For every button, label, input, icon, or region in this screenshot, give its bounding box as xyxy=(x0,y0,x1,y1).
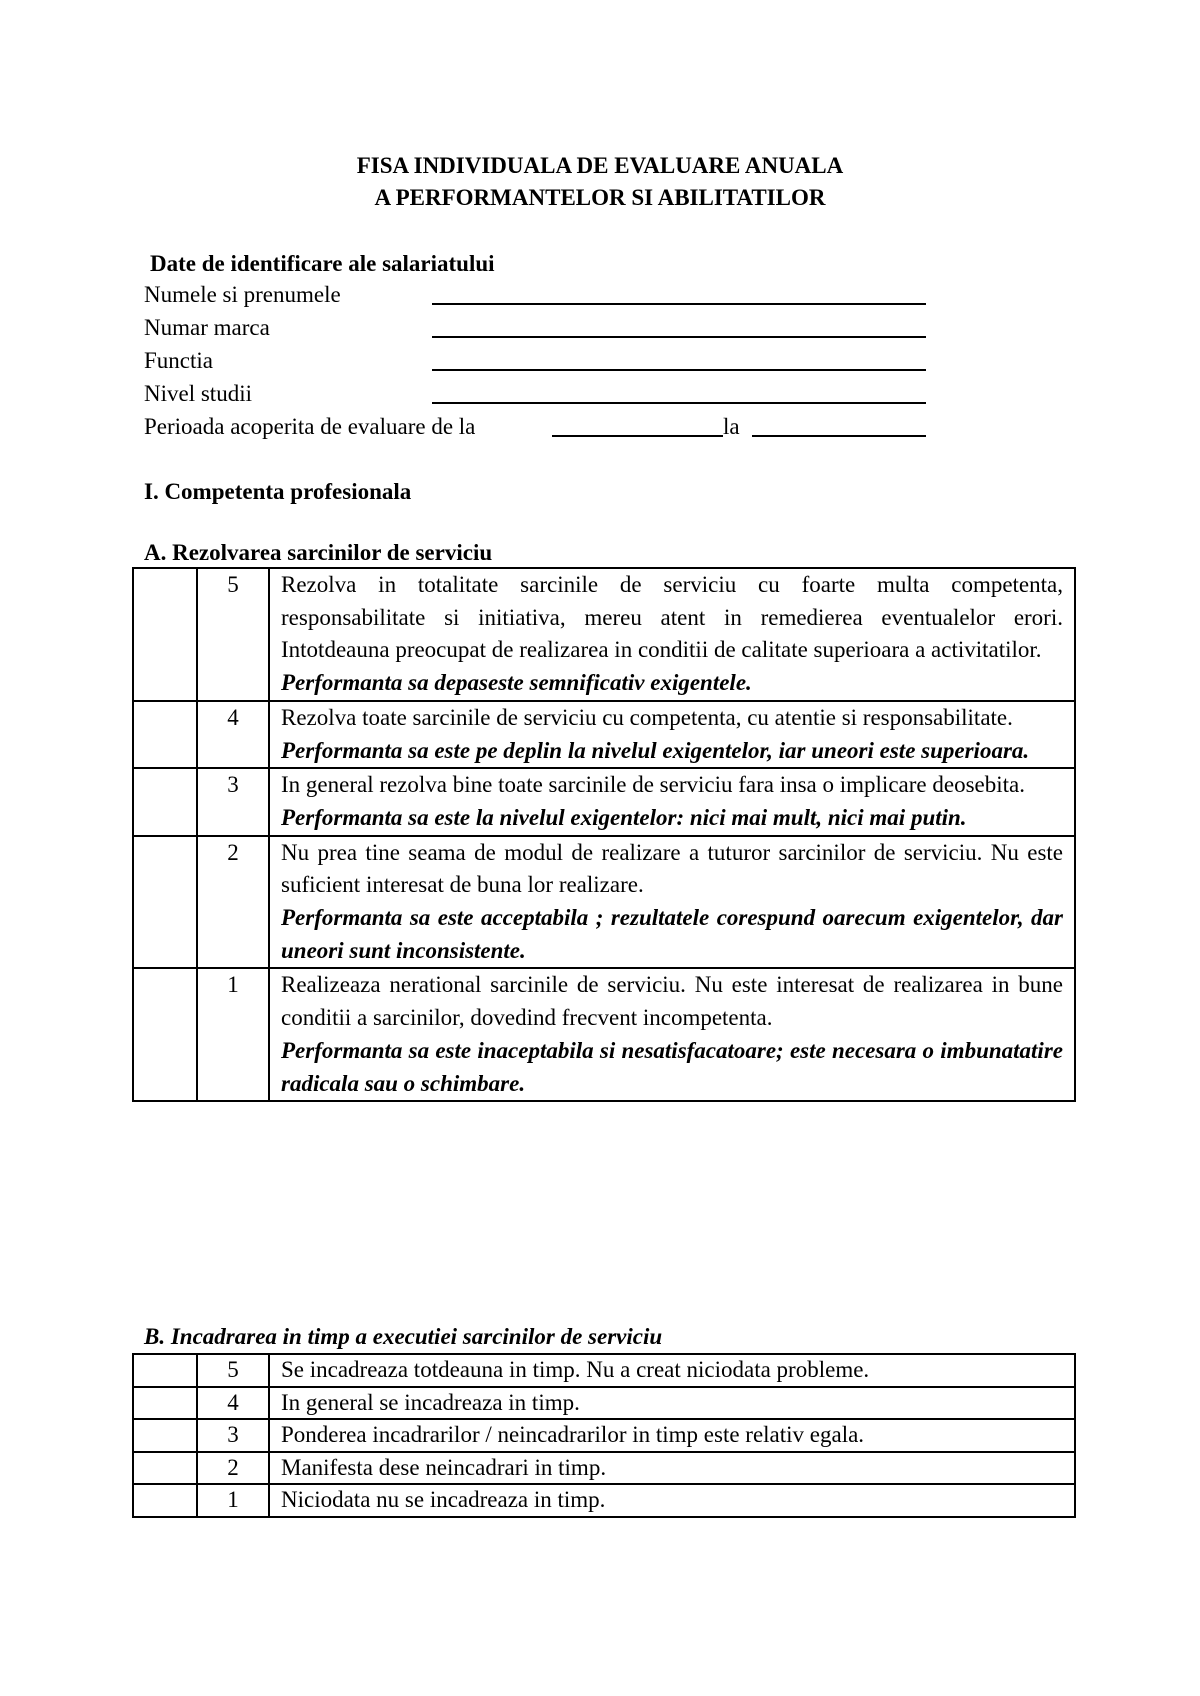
b-description-text: Manifesta dese neincadrari in timp. xyxy=(281,1454,607,1480)
b-checkbox-cell[interactable] xyxy=(133,1419,197,1452)
b-checkbox-cell[interactable] xyxy=(133,1354,197,1387)
field-label-name: Numele si prenumele xyxy=(144,282,341,307)
a-row xyxy=(133,568,1075,701)
b-description-text: Niciodata nu se incadreaza in timp. xyxy=(281,1487,606,1512)
a-row xyxy=(133,836,1075,969)
field-label-period-from: Perioada acoperita de evaluare de la xyxy=(144,414,476,439)
a-row xyxy=(133,701,1075,768)
field-blank-functia[interactable] xyxy=(432,369,926,371)
b-description xyxy=(269,1484,1075,1517)
a-score: 4 xyxy=(197,701,269,768)
b-score: 3 xyxy=(197,1419,269,1452)
b-description-text: In general se incadreaza in timp. xyxy=(281,1389,580,1415)
a-performance-note: Performanta sa este acceptabila ; rezultatele corespund oarecum exigentelor, dar uneori sunt inconsistente. xyxy=(281,905,1063,963)
field-label-studii: Nivel studii xyxy=(144,381,252,406)
document-title-line1: FISA INDIVIDUALA DE EVALUARE ANUALA xyxy=(356,153,844,178)
section-1-title: I. Competenta profesionala xyxy=(144,479,412,504)
b-description xyxy=(269,1452,1075,1485)
a-description-text: Rezolva in totalitate sarcinile de serviciu cu foarte multa competenta, responsabilitate si initiativa, mereu atent in remedierea eventualelor erori. Intotdeauna preocupat de realizarea in conditii de calitate superioara a activitatilor. xyxy=(281,572,1063,663)
a-description-text: In general rezolva bine toate sarcinile de serviciu fara insa o implicare deosebita. xyxy=(281,772,1025,798)
b-score: 1 xyxy=(197,1484,269,1517)
a-performance-note: Performanta sa este la nivelul exigentelor: nici mai mult, nici mai putin. xyxy=(281,804,967,830)
field-blank-marca[interactable] xyxy=(432,336,926,338)
identification-heading: Date de identificare ale salariatului xyxy=(150,251,495,276)
b-score: 4 xyxy=(197,1387,269,1420)
a-score: 2 xyxy=(197,836,269,969)
b-row xyxy=(133,1387,1075,1420)
b-checkbox-cell[interactable] xyxy=(133,1484,197,1517)
b-row xyxy=(133,1452,1075,1485)
document-title-line2: A PERFORMANTELOR SI ABILITATILOR xyxy=(374,185,826,210)
section-a-title: A. Rezolvarea sarcinilor de serviciu xyxy=(144,540,493,565)
a-row xyxy=(133,968,1075,1101)
b-description xyxy=(269,1419,1075,1452)
field-label-marca: Numar marca xyxy=(144,315,270,340)
a-row xyxy=(133,768,1075,835)
field-blank-period-to[interactable] xyxy=(752,435,926,437)
field-label-functia: Functia xyxy=(144,348,213,373)
a-performance-note: Performanta sa depaseste semnificativ exigentele. xyxy=(281,670,752,696)
b-row xyxy=(133,1354,1075,1387)
a-score: 5 xyxy=(197,568,269,701)
a-checkbox-cell[interactable] xyxy=(133,568,197,701)
a-description xyxy=(269,568,1075,701)
a-description xyxy=(269,701,1075,768)
a-description xyxy=(269,768,1075,835)
a-description-text: Nu prea tine seama de modul de realizare a tuturor sarcinilor de serviciu. Nu este suficient interesat de buna lor realizare. xyxy=(281,839,1063,898)
field-blank-studii[interactable] xyxy=(432,402,926,404)
b-description xyxy=(269,1387,1075,1420)
a-checkbox-cell[interactable] xyxy=(133,768,197,835)
a-description xyxy=(269,968,1075,1101)
b-description-text: Se incadreaza totdeauna in timp. Nu a creat niciodata probleme. xyxy=(281,1357,870,1382)
a-performance-note: Performanta sa este pe deplin la nivelul exigentelor, iar uneori este superioara. xyxy=(281,737,1030,763)
b-checkbox-cell[interactable] xyxy=(133,1387,197,1420)
field-blank-name[interactable] xyxy=(432,303,926,305)
a-description-text: Realizeaza nerational sarcinile de serviciu. Nu este interesat de realizarea in bune conditii a sarcinilor, dovedind frecvent incompetenta. xyxy=(281,972,1063,1031)
b-score: 5 xyxy=(197,1354,269,1387)
field-blank-period-from[interactable] xyxy=(552,435,723,437)
a-description xyxy=(269,836,1075,969)
b-row xyxy=(133,1419,1075,1452)
a-performance-note: Performanta sa este inaceptabila si nesatisfacatoare; este necesara o imbunatatire radicala sau o schimbare. xyxy=(281,1037,1063,1096)
section-b-table xyxy=(132,1353,1076,1518)
b-description xyxy=(269,1354,1075,1387)
a-score: 1 xyxy=(197,968,269,1101)
a-description-text: Rezolva toate sarcinile de serviciu cu competenta, cu atentie si responsabilitate. xyxy=(281,704,1013,730)
a-checkbox-cell[interactable] xyxy=(133,701,197,768)
a-checkbox-cell[interactable] xyxy=(133,968,197,1101)
b-checkbox-cell[interactable] xyxy=(133,1452,197,1485)
field-label-period-to: la xyxy=(723,414,740,439)
a-checkbox-cell[interactable] xyxy=(133,836,197,969)
b-row xyxy=(133,1484,1075,1517)
b-score: 2 xyxy=(197,1452,269,1485)
section-a-table xyxy=(132,567,1076,1102)
a-score: 3 xyxy=(197,768,269,835)
b-description-text: Ponderea incadrarilor / neincadrarilor in timp este relativ egala. xyxy=(281,1422,865,1447)
section-b-title: B. Incadrarea in timp a executiei sarcinilor de serviciu xyxy=(144,1324,663,1349)
